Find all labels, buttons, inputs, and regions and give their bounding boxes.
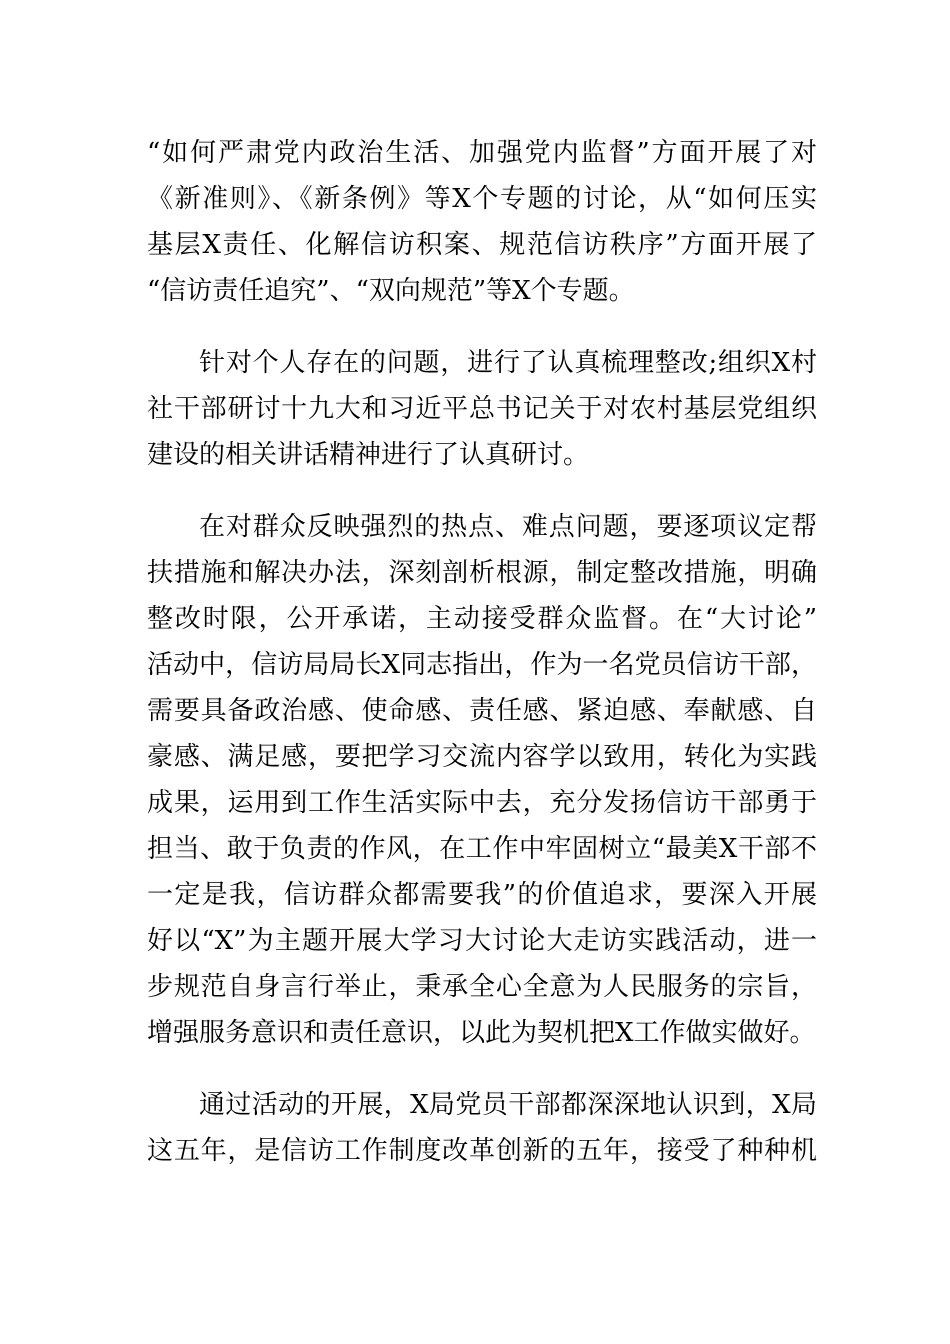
- text-line: 《新准则》、《新条例》等X个专题的讨论，从“如何压实: [147, 184, 817, 214]
- document-body: [147, 130, 817, 1200]
- text-line: 针对个人存在的问题，进行了认真梳理整改;组织X村: [199, 348, 817, 378]
- text-line: 这五年，是信访工作制度改革创新的五年，接受了种种机: [147, 1136, 817, 1166]
- text-line: 基层X责任、化解信访积案、规范信访秩序”方面开展了: [147, 230, 817, 260]
- text-line: “如何严肃党内政治生活、加强党内监督”方面开展了对: [147, 138, 817, 168]
- text-line: 增强服务意识和责任意识，以此为契机把X工作做实做好。: [147, 1018, 816, 1048]
- text-line: 成果，运用到工作生活实际中去，充分发扬信访干部勇于: [147, 788, 817, 818]
- text-line: 步规范自身言行举止，秉承全心全意为人民服务的宗旨，: [147, 972, 817, 1002]
- paragraph-4: [147, 1082, 817, 1174]
- text-line: 在对群众反映强烈的热点、难点问题，要逐项议定帮: [199, 512, 817, 542]
- paragraph-3: [147, 504, 817, 1056]
- text-line: 通过活动的开展，X局党员干部都深深地认识到，X局: [199, 1090, 817, 1120]
- text-line: 需要具备政治感、使命感、责任感、紧迫感、奉献感、自: [147, 696, 817, 726]
- text-line: “信访责任追究”、“双向规范”等X个专题。: [147, 276, 635, 306]
- text-line: 担当、敢于负责的作风，在工作中牢固树立“最美X干部不: [147, 834, 817, 864]
- text-line: 豪感、满足感，要把学习交流内容学以致用，转化为实践: [147, 742, 817, 772]
- paragraph-2: [147, 340, 817, 478]
- text-line: 建设的相关讲话精神进行了认真研讨。: [147, 440, 590, 470]
- text-line: 好以“X”为主题开展大学习大讨论大走访实践活动，进一: [147, 926, 817, 956]
- text-line: 社干部研讨十九大和习近平总书记关于对农村基层党组织: [147, 394, 817, 424]
- paragraph-1: [147, 130, 817, 314]
- text-line: 整改时限，公开承诺，主动接受群众监督。在“大讨论”: [147, 604, 817, 634]
- text-line: 一定是我，信访群众都需要我”的价值追求，要深入开展: [147, 880, 817, 910]
- text-line: 活动中，信访局局长X同志指出，作为一名党员信访干部，: [147, 650, 817, 680]
- text-line: 扶措施和解决办法，深刻剖析根源，制定整改措施，明确: [147, 558, 817, 588]
